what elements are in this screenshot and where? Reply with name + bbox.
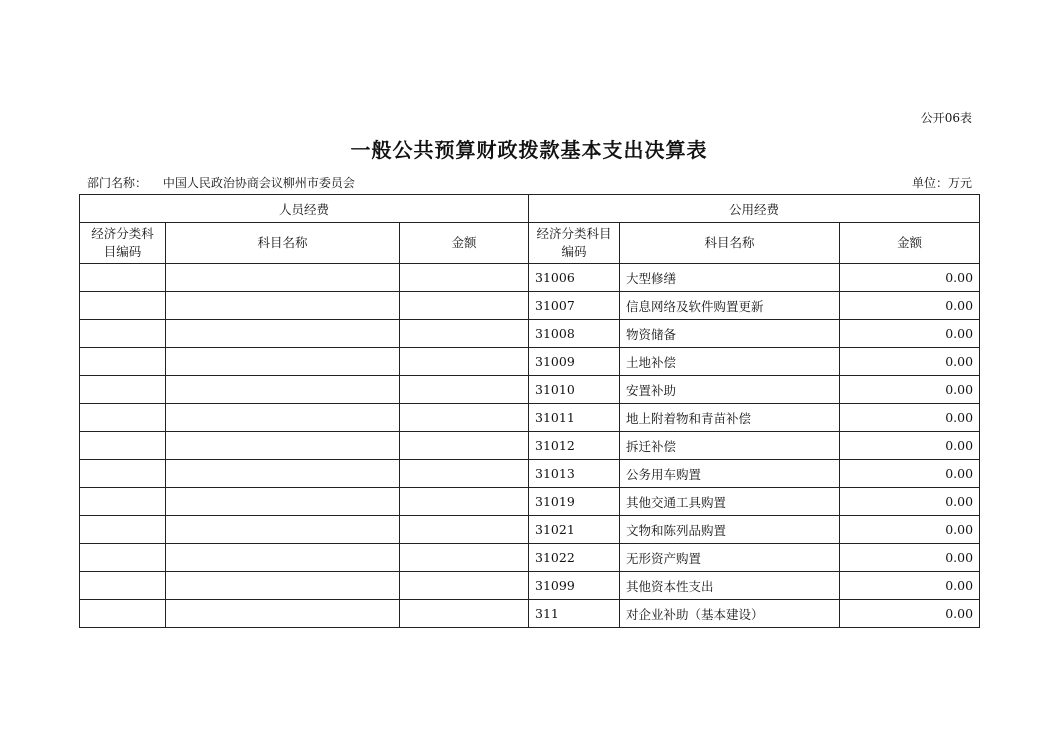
right-amount-cell: 0.00 [840,292,980,320]
right-amount-cell: 0.00 [840,432,980,460]
left-amount-cell [400,348,529,376]
right-code-cell: 31009 [529,348,620,376]
col-header-left-amount: 金额 [400,223,529,264]
right-name-cell: 拆迁补偿 [620,432,840,460]
table-row [80,600,980,628]
right-code-cell: 31021 [529,516,620,544]
right-name-cell: 地上附着物和青苗补偿 [620,404,840,432]
table-row [80,348,980,376]
left-amount-cell [400,516,529,544]
table-row [80,292,980,320]
right-name-cell: 土地补偿 [620,348,840,376]
table-row [80,376,980,404]
left-amount-cell [400,460,529,488]
right-name-cell: 文物和陈列品购置 [620,516,840,544]
left-amount-cell [400,600,529,628]
group-header-public: 公用经费 [529,195,980,223]
right-amount-cell: 0.00 [840,516,980,544]
right-code-cell: 31013 [529,460,620,488]
left-code-cell [80,572,166,600]
left-amount-cell [400,292,529,320]
right-name-cell: 物资储备 [620,320,840,348]
table-row [80,572,980,600]
left-amount-cell [400,432,529,460]
table-row [80,404,980,432]
left-code-cell [80,376,166,404]
right-code-cell: 31006 [529,264,620,292]
left-name-cell [166,544,400,572]
left-amount-cell [400,544,529,572]
left-amount-cell [400,264,529,292]
right-code-cell: 311 [529,600,620,628]
right-name-cell: 无形资产购置 [620,544,840,572]
right-amount-cell: 0.00 [840,488,980,516]
table-body [80,264,980,628]
table-row [80,544,980,572]
right-amount-cell: 0.00 [840,320,980,348]
department-name: 中国人民政治协商会议柳州市委员会 [162,176,355,190]
right-code-cell: 31010 [529,376,620,404]
left-code-cell [80,292,166,320]
right-name-cell: 安置补助 [620,376,840,404]
left-code-cell [80,488,166,516]
right-name-cell: 大型修缮 [620,264,840,292]
department-info [87,174,355,191]
right-name-cell: 公务用车购置 [620,460,840,488]
right-amount-cell: 0.00 [840,404,980,432]
budget-table [79,194,980,628]
left-name-cell [166,292,400,320]
right-amount-cell: 0.00 [840,264,980,292]
form-number: 公开06表 [920,111,972,125]
left-amount-cell [400,376,529,404]
table-row [80,460,980,488]
right-code-cell: 31007 [529,292,620,320]
left-name-cell [166,600,400,628]
unit-label: 单位：万元 [911,176,972,190]
right-name-cell: 对企业补助（基本建设） [620,600,840,628]
col-header-left-code: 经济分类科目编码 [80,223,166,264]
table-row [80,516,980,544]
left-code-cell [80,404,166,432]
left-name-cell [166,404,400,432]
right-code-cell: 31008 [529,320,620,348]
left-amount-cell [400,404,529,432]
col-header-right-amount: 金额 [840,223,980,264]
right-name-cell: 信息网络及软件购置更新 [620,292,840,320]
left-amount-cell [400,320,529,348]
right-name-cell: 其他交通工具购置 [620,488,840,516]
right-code-cell: 31011 [529,404,620,432]
table-row [80,320,980,348]
right-amount-cell: 0.00 [840,572,980,600]
right-amount-cell: 0.00 [840,376,980,404]
left-name-cell [166,572,400,600]
left-name-cell [166,432,400,460]
right-amount-cell: 0.00 [840,460,980,488]
col-header-right-code: 经济分类科目编码 [529,223,620,264]
left-name-cell [166,460,400,488]
table-row [80,488,980,516]
left-code-cell [80,600,166,628]
table-row [80,432,980,460]
column-header-row [80,223,980,264]
group-header-row [80,195,980,223]
left-name-cell [166,376,400,404]
department-label: 部门名称： [87,176,148,190]
left-name-cell [166,516,400,544]
left-code-cell [80,460,166,488]
left-amount-cell [400,572,529,600]
col-header-left-name: 科目名称 [166,223,400,264]
right-code-cell: 31019 [529,488,620,516]
left-code-cell [80,432,166,460]
left-name-cell [166,348,400,376]
col-header-right-name: 科目名称 [620,223,840,264]
right-code-cell: 31022 [529,544,620,572]
left-amount-cell [400,488,529,516]
left-name-cell [166,264,400,292]
right-code-cell: 31099 [529,572,620,600]
left-code-cell [80,348,166,376]
left-name-cell [166,320,400,348]
left-code-cell [80,516,166,544]
group-header-personnel: 人员经费 [80,195,529,223]
table-row [80,264,980,292]
right-amount-cell: 0.00 [840,600,980,628]
right-amount-cell: 0.00 [840,348,980,376]
right-name-cell: 其他资本性支出 [620,572,840,600]
left-code-cell [80,320,166,348]
page-title: 一般公共预算财政拨款基本支出决算表 [350,138,708,162]
right-code-cell: 31012 [529,432,620,460]
left-code-cell [80,264,166,292]
right-amount-cell: 0.00 [840,544,980,572]
left-name-cell [166,488,400,516]
left-code-cell [80,544,166,572]
